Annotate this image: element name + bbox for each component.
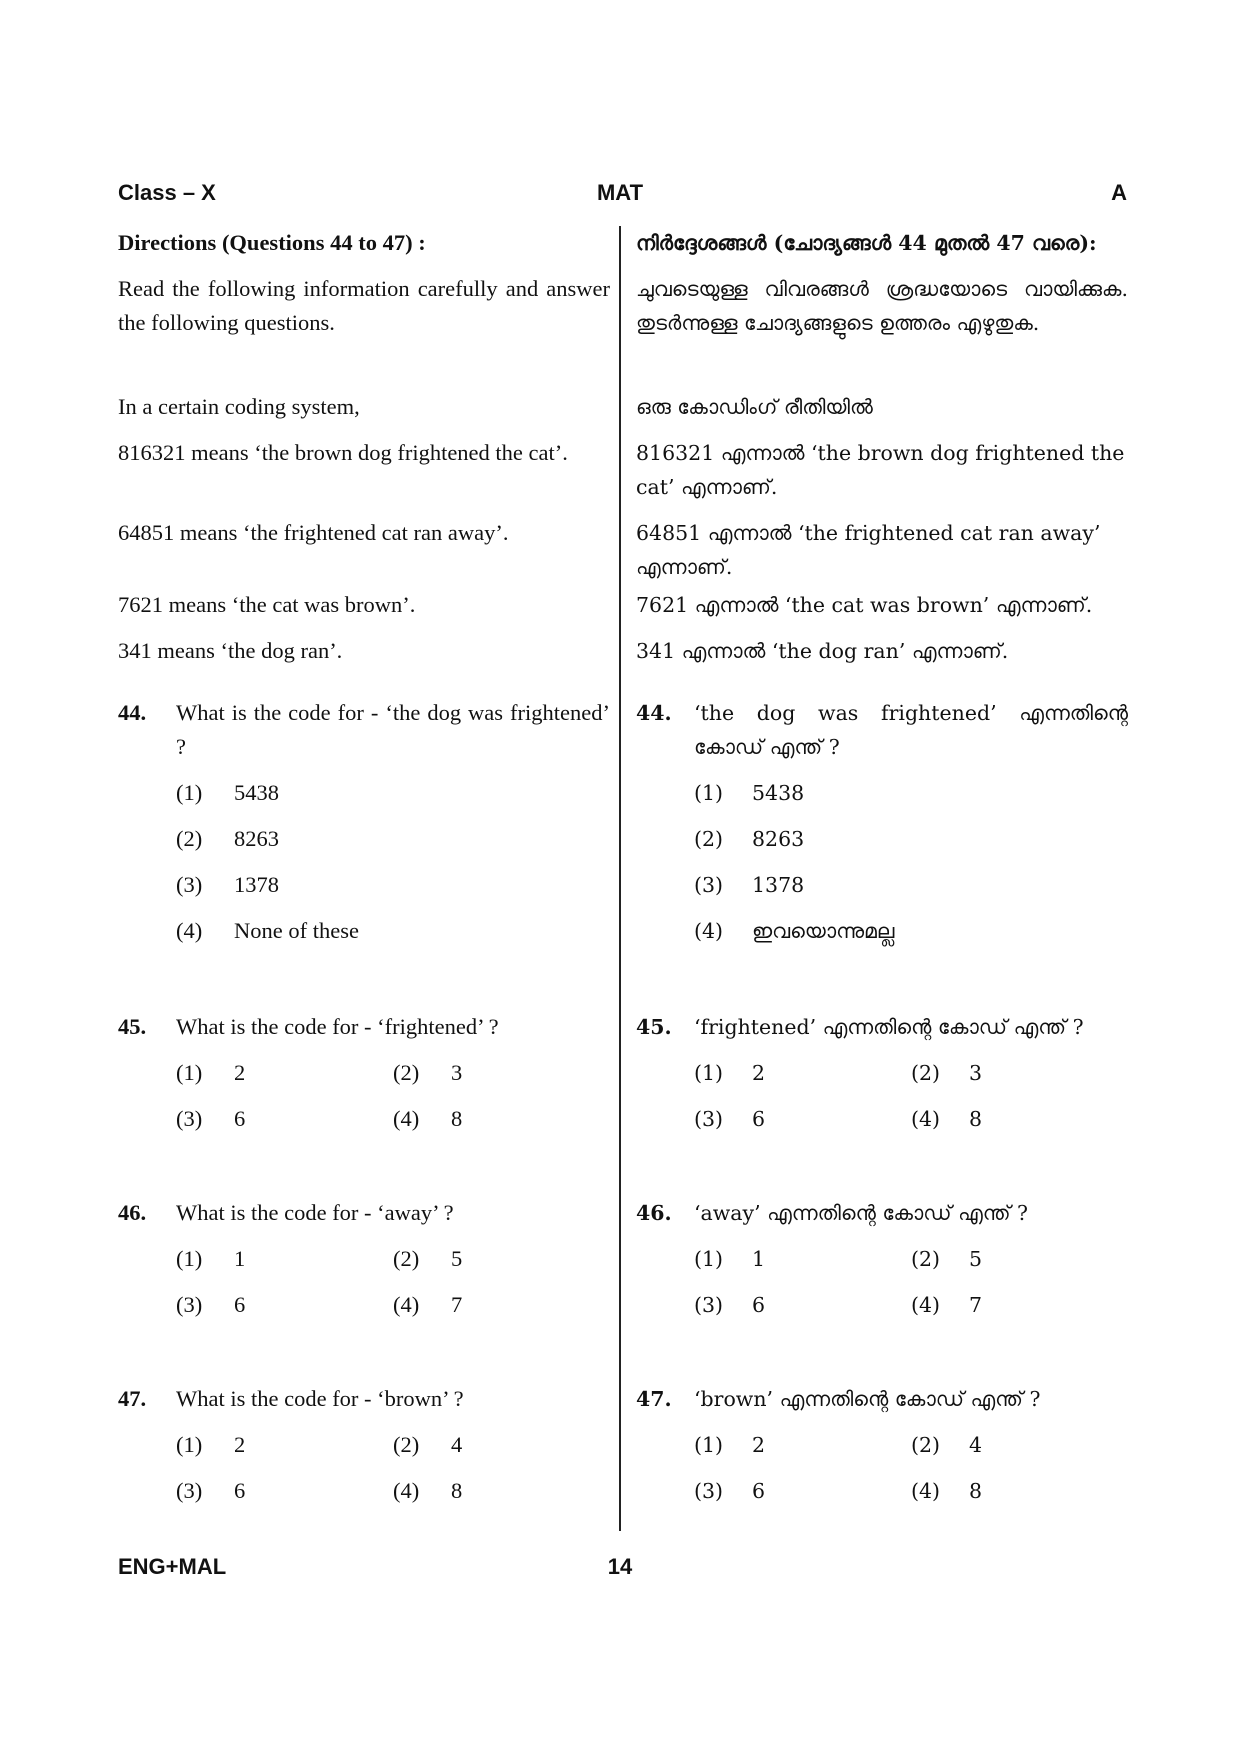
header-booklet-code: A (1111, 180, 1127, 205)
option-index: (2) (393, 1060, 420, 1085)
question-number: 47. (118, 1386, 147, 1411)
option-3[interactable] (694, 1102, 911, 1148)
option-4[interactable] (911, 1288, 1128, 1334)
option-index: (1) (176, 1246, 203, 1271)
option-1[interactable] (694, 1428, 911, 1474)
page-number: 14 (607, 1554, 633, 1579)
option-index: (3) (694, 1107, 724, 1131)
option-4[interactable] (911, 1102, 1128, 1148)
instruction-text: ചുവടെയുള്ള വിവരങ്ങൾ ശ്രദ്ധയോടെ വായിക്കുക. തുടർന്നുള്ള ചോദ്യങ്ങളുടെ ഉത്തരം എഴുതുക. (636, 277, 1128, 335)
malayalam-column (636, 226, 1128, 1542)
option-index: (4) (911, 1293, 941, 1317)
instruction-text: Read the following information carefully and answer the following questions. (118, 276, 610, 335)
header-subject: MAT (596, 180, 644, 205)
option-index: (1) (694, 1061, 724, 1085)
question-text: What is the code for - ‘brown’ ? (176, 1386, 464, 1411)
option-value: 8 (451, 1106, 463, 1131)
option-index: (2) (393, 1246, 420, 1271)
option-2[interactable] (911, 1056, 1128, 1102)
question-text: ‘frightened’ എന്നതിന്റെ കോഡ് എന്ത് ? (694, 1015, 1084, 1039)
question-number: 44. (636, 701, 672, 725)
option-value: 6 (752, 1479, 766, 1503)
option-index: (2) (911, 1433, 941, 1457)
option-index: (1) (176, 1060, 203, 1085)
option-value: 8263 (752, 827, 805, 851)
question-text: What is the code for - ‘away’ ? (176, 1200, 454, 1225)
options-list (176, 776, 610, 960)
option-3[interactable] (694, 1288, 911, 1334)
option-4[interactable] (393, 1474, 610, 1520)
coding-intro: In a certain coding system, (118, 394, 360, 419)
question-46 (636, 1196, 1128, 1382)
option-index: (1) (176, 780, 203, 805)
code-statement: 7621 എന്നാൽ ‘the cat was brown’ എന്നാണ്. (636, 593, 1093, 617)
option-2[interactable] (694, 822, 931, 868)
option-value: 6 (752, 1107, 766, 1131)
option-2[interactable] (393, 1056, 610, 1102)
options-list (694, 1056, 1128, 1148)
option-index: (4) (393, 1292, 420, 1317)
option-index: (3) (176, 872, 203, 897)
option-value: 7 (969, 1293, 983, 1317)
question-text: What is the code for - ‘frightened’ ? (176, 1014, 499, 1039)
option-value: 2 (752, 1433, 766, 1457)
option-index: (4) (176, 918, 203, 943)
option-index: (3) (694, 1293, 724, 1317)
directions-title: Directions (Questions 44 to 47) : (118, 230, 426, 255)
option-value: 8 (969, 1479, 983, 1503)
option-value: 6 (234, 1478, 246, 1503)
option-index: (4) (393, 1106, 420, 1131)
option-value: 1378 (752, 873, 805, 897)
option-1[interactable] (176, 1056, 393, 1102)
code-statement: 64851 എന്നാൽ ‘the frightened cat ran away’ എന്നാണ്. (636, 521, 1101, 579)
option-index: (2) (911, 1247, 941, 1271)
question-number: 47. (636, 1387, 672, 1411)
options-list (176, 1428, 610, 1520)
option-value: 1 (752, 1247, 766, 1271)
option-value: 4 (451, 1432, 463, 1457)
options-list (176, 1242, 610, 1334)
option-value: 3 (451, 1060, 463, 1085)
code-statement: 816321 means ‘the brown dog frightened the cat’. (118, 440, 568, 465)
question-45 (118, 1010, 610, 1196)
option-value: 4 (969, 1433, 983, 1457)
option-value: 2 (234, 1060, 246, 1085)
option-index: (3) (694, 1479, 724, 1503)
code-statement: 341 എന്നാൽ ‘the dog ran’ എന്നാണ്. (636, 639, 1009, 663)
option-3[interactable] (176, 1102, 393, 1148)
option-value: 1378 (234, 872, 279, 897)
option-value: 6 (234, 1292, 246, 1317)
option-index: (4) (911, 1479, 941, 1503)
option-index: (4) (694, 919, 724, 943)
option-value: 8263 (234, 826, 279, 851)
option-3[interactable] (694, 868, 931, 914)
option-index: (3) (694, 873, 724, 897)
option-value: 5 (451, 1246, 463, 1271)
question-text: ‘away’ എന്നതിന്റെ കോഡ് എന്ത് ? (694, 1201, 1029, 1225)
question-47 (118, 1382, 610, 1542)
header-class-label: Class – X (118, 180, 216, 205)
option-4[interactable] (911, 1474, 1128, 1520)
footer-language-label: ENG+MAL (118, 1554, 227, 1579)
option-1[interactable] (694, 776, 931, 822)
code-statement: 341 means ‘the dog ran’. (118, 638, 343, 663)
option-index: (4) (393, 1478, 420, 1503)
question-text: ‘brown’ എന്നതിന്റെ കോഡ് എന്ത് ? (694, 1387, 1041, 1411)
option-value: 8 (969, 1107, 983, 1131)
code-statement: 816321 എന്നാൽ ‘the brown dog frightened the cat’ എന്നാണ്. (636, 441, 1125, 499)
option-value: 8 (451, 1478, 463, 1503)
option-4[interactable] (176, 914, 476, 960)
option-index: (3) (176, 1106, 203, 1131)
code-statement: 7621 means ‘the cat was brown’. (118, 592, 416, 617)
question-46 (118, 1196, 610, 1382)
option-1[interactable] (694, 1056, 911, 1102)
option-1[interactable] (694, 1242, 911, 1288)
options-list (694, 1428, 1128, 1520)
options-list (694, 1242, 1128, 1334)
option-index: (3) (176, 1292, 203, 1317)
question-text: What is the code for - ‘the dog was frightened’ ? (176, 700, 610, 759)
code-statement: 64851 means ‘the frightened cat ran away’. (118, 520, 509, 545)
option-2[interactable] (176, 822, 413, 868)
option-value: 6 (752, 1293, 766, 1317)
option-value: 5438 (234, 780, 279, 805)
option-2[interactable] (911, 1242, 1128, 1288)
option-1[interactable] (176, 1428, 393, 1474)
question-number: 46. (118, 1200, 147, 1225)
option-index: (1) (176, 1432, 203, 1457)
option-1[interactable] (176, 776, 413, 822)
option-2[interactable] (393, 1242, 610, 1288)
question-number: 45. (636, 1015, 672, 1039)
option-3[interactable] (176, 1474, 393, 1520)
option-value: 7 (451, 1292, 463, 1317)
question-number: 44. (118, 700, 147, 725)
option-value: ഇവയൊന്നുമല്ല (752, 919, 895, 943)
option-index: (2) (694, 827, 724, 851)
coding-intro: ഒരു കോഡിംഗ് രീതിയിൽ (636, 395, 873, 419)
option-value: 5438 (752, 781, 805, 805)
question-number: 45. (118, 1014, 147, 1039)
option-3[interactable] (176, 1288, 393, 1334)
option-index: (3) (176, 1478, 203, 1503)
question-45 (636, 1010, 1128, 1196)
column-divider (619, 226, 621, 1531)
option-index: (2) (176, 826, 203, 851)
option-3[interactable] (694, 1474, 911, 1520)
question-47 (636, 1382, 1128, 1542)
option-value: 5 (969, 1247, 983, 1271)
option-2[interactable] (393, 1428, 610, 1474)
question-text: ‘the dog was frightened’ എന്നതിന്റെ കോഡ് എന്ത് ? (694, 701, 1128, 759)
option-index: (2) (911, 1061, 941, 1085)
options-list (176, 1056, 610, 1148)
question-44 (118, 696, 610, 1010)
option-index: (1) (694, 1433, 724, 1457)
directions-title: നിർദ്ദേശങ്ങൾ (ചോദ്യങ്ങൾ 44 മുതൽ 47 വരെ): (636, 231, 1097, 255)
option-value: 3 (969, 1061, 983, 1085)
option-value: 2 (752, 1061, 766, 1085)
option-4[interactable] (694, 914, 994, 960)
english-column (118, 226, 610, 1542)
option-1[interactable] (176, 1242, 393, 1288)
option-4[interactable] (393, 1288, 610, 1334)
option-value: 6 (234, 1106, 246, 1131)
option-index: (4) (911, 1107, 941, 1131)
option-4[interactable] (393, 1102, 610, 1148)
question-number: 46. (636, 1201, 672, 1225)
option-value: 1 (234, 1246, 246, 1271)
option-2[interactable] (911, 1428, 1128, 1474)
option-index: (2) (393, 1432, 420, 1457)
options-list (694, 776, 1128, 960)
option-value: 2 (234, 1432, 246, 1457)
option-index: (1) (694, 1247, 724, 1271)
question-44 (636, 696, 1128, 1010)
option-index: (1) (694, 781, 724, 805)
option-value: None of these (234, 918, 359, 943)
option-3[interactable] (176, 868, 413, 914)
